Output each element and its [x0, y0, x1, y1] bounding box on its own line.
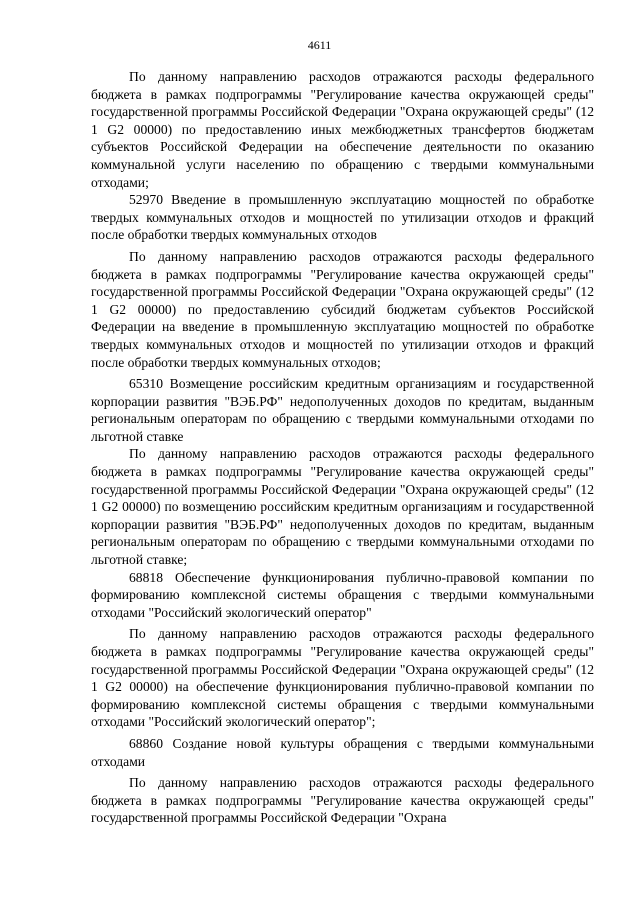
paragraph-expense-description: По данному направлению расходов отражаются расходы федерального бюджета в рамках подпрограммы "Регулирование качества окружающей среды" государственной программы Российской Федерации "Охрана окружающей среды" (12 1 G2 00000) по предоставлению субсидий бюджетам субъектов Российской Федерации на введение в промышленную эксплуатацию мощностей по обработке твердых коммунальных отходов и мощностей по утилизации отходов и фракций после обработки твердых коммунальных отходов;	[91, 248, 594, 370]
document-body	[91, 68, 594, 827]
paragraph-code-68818: 68818 Обеспечение функционирования публично-правовой компании по формированию комплексной системы обращения с твердыми коммунальными отходами "Российский экологический оператор"	[91, 569, 594, 620]
paragraph-code-68860: 68860 Создание новой культуры обращения с твердыми коммунальными отходами	[91, 735, 594, 769]
paragraph-code-52970: 52970 Введение в промышленную эксплуатацию мощностей по обработке твердых коммунальных отходов и мощностей по утилизации отходов и фракций после обработки твердых коммунальных отходов	[91, 192, 594, 243]
paragraph-expense-description: По данному направлению расходов отражаются расходы федерального бюджета в рамках подпрограммы "Регулирование качества окружающей среды" государственной программы Российской Федерации "Охрана окружающей среды" (12 1 G2 00000) на обеспечение функционирования публично-правовой компании по формированию комплексной системы обращения с твердыми коммунальными отходами "Российский экологический оператор";	[91, 626, 594, 730]
paragraph-expense-description: По данному направлению расходов отражаются расходы федерального бюджета в рамках подпрограммы "Регулирование качества окружающей среды" государственной программы Российской Федерации "Охрана окружающей среды" (12 1 G2 00000) по возмещению российским кредитным организациям и государственной корпорации развития "ВЭБ.РФ" недополученных доходов по кредитам, выданным региональным операторам по обращению с твердыми коммунальными отходами по льготной ставке;	[91, 446, 594, 568]
paragraph-expense-description: По данному направлению расходов отражаются расходы федерального бюджета в рамках подпрограммы "Регулирование качества окружающей среды" государственной программы Российской Федерации "Охрана	[91, 775, 594, 826]
paragraph-expense-description: По данному направлению расходов отражаются расходы федерального бюджета в рамках подпрограммы "Регулирование качества окружающей среды" государственной программы Российской Федерации "Охрана окружающей среды" (12 1 G2 00000) по предоставлению иных межбюджетных трансфертов бюджетам субъектов Российской Федерации на обеспечение деятельности по оказанию коммунальной услуги населению по обращению с твердыми коммунальными отходами;	[91, 69, 594, 190]
paragraph-code-65310: 65310 Возмещение российским кредитным организациям и государственной корпорации развития "ВЭБ.РФ" недополученных доходов по кредитам, выданным региональным операторам по обращению с твердыми коммунальными отходами по льготной ставке	[91, 376, 594, 444]
page-number: 4611	[307, 38, 332, 52]
